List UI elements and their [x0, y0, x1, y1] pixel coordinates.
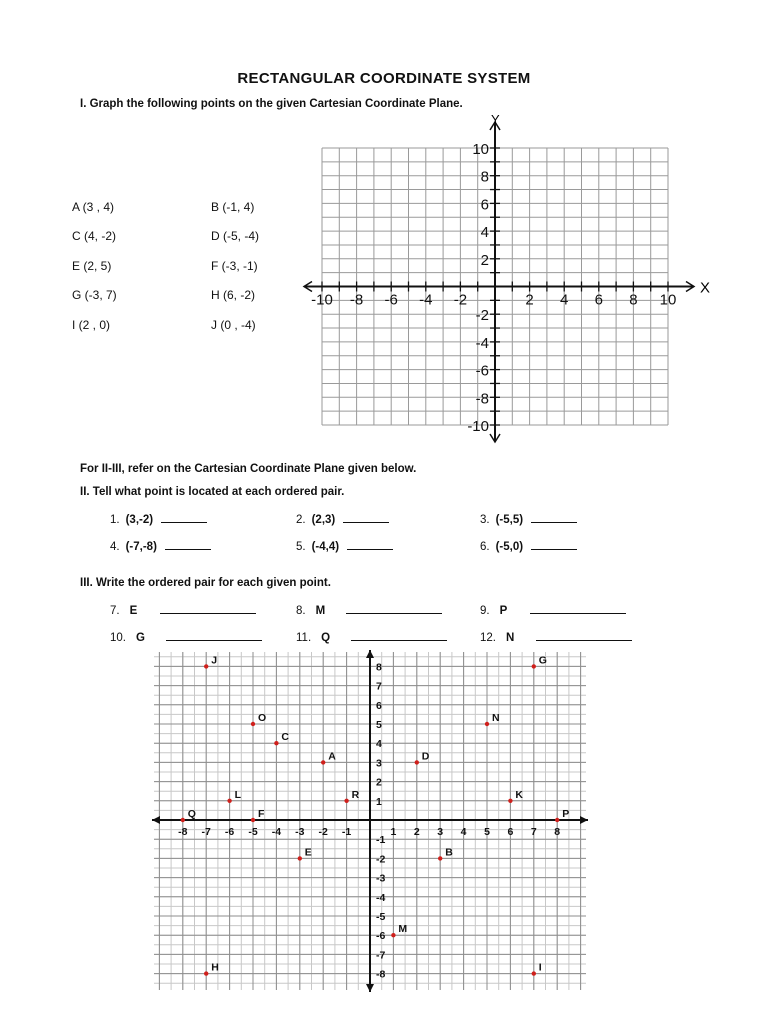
plot-point-f — [251, 818, 255, 822]
ordered-pair: (3,-2) — [125, 514, 154, 526]
answer-blank[interactable] — [343, 512, 389, 523]
plot-point-label: O — [258, 712, 267, 724]
labeled-coordinate-plane — [150, 650, 590, 994]
plot-point-label: B — [445, 846, 453, 859]
x-axis-arrow-right — [580, 816, 588, 824]
question-12 — [480, 630, 632, 644]
x-tick-label: -4 — [271, 826, 282, 838]
x-tick-label: 10 — [659, 291, 677, 309]
x-tick-label: 4 — [460, 826, 467, 838]
x-tick-label: -2 — [453, 291, 468, 309]
ordered-pair: (-7,-8) — [125, 541, 157, 553]
plot-point-label: A — [328, 750, 336, 763]
answer-blank[interactable] — [160, 603, 256, 614]
question-10 — [110, 630, 262, 644]
plot-point-o — [251, 722, 255, 726]
answer-blank[interactable] — [346, 603, 442, 614]
answer-blank[interactable] — [165, 539, 211, 550]
x-tick-label: -8 — [178, 826, 188, 838]
y-tick-label: -8 — [376, 968, 386, 981]
answer-blank[interactable] — [530, 603, 626, 614]
question-6 — [480, 539, 577, 553]
ordered-pair: (-4,4) — [311, 541, 340, 553]
x-tick-label: 3 — [437, 826, 444, 838]
point-E-text: E (2, 5) — [72, 259, 112, 273]
question-number: 4. — [110, 541, 120, 553]
plot-point-g — [532, 664, 536, 668]
x-tick-label: -1 — [341, 826, 352, 838]
plot-point-q — [181, 818, 185, 822]
y-tick-label: 4 — [480, 224, 489, 242]
y-tick-label: 5 — [376, 719, 382, 731]
plot-point-d — [415, 760, 419, 764]
ordered-pair: (2,3) — [311, 514, 336, 526]
x-tick-label: 8 — [554, 826, 561, 838]
point-B-text: B (-1, 4) — [211, 200, 255, 214]
question-number: 7. — [110, 605, 120, 617]
question-number: 1. — [110, 514, 120, 526]
y-tick-label: -2 — [376, 853, 386, 866]
answer-blank[interactable] — [351, 630, 447, 641]
plot-point-label: D — [421, 750, 430, 763]
y-tick-label: -5 — [376, 911, 386, 923]
point-G-text: G (-3, 7) — [72, 288, 117, 302]
x-tick-label: 6 — [507, 826, 514, 838]
question-number: 12. — [480, 632, 496, 644]
y-tick-label: 7 — [376, 680, 382, 693]
plot-point-label: J — [211, 654, 218, 667]
x-tick-label: -5 — [248, 826, 258, 838]
answer-blank[interactable] — [531, 539, 577, 550]
y-tick-label: -6 — [475, 362, 489, 380]
x-tick-label: 2 — [413, 826, 420, 838]
plot-point-label: F — [258, 808, 265, 820]
y-tick-label: -10 — [467, 418, 489, 435]
y-tick-label: -1 — [376, 834, 386, 847]
x-axis-arrow-left — [152, 816, 160, 824]
plot-point-a — [321, 760, 325, 764]
ordered-pair: (-5,0) — [495, 541, 524, 553]
x-tick-label: -6 — [224, 826, 235, 838]
plot-point-label: I — [538, 961, 542, 974]
question-11 — [296, 630, 447, 644]
ordered-pair: (-5,5) — [495, 514, 524, 526]
question-number: 10. — [110, 632, 126, 644]
point-label: N — [506, 632, 515, 644]
answer-blank[interactable] — [531, 512, 577, 523]
part3-instruction: III. Write the ordered pair for each given point. — [80, 577, 331, 589]
plot-point-h — [204, 971, 208, 975]
x-tick-label: -10 — [311, 291, 333, 309]
question-number: 6. — [480, 541, 490, 553]
answer-blank[interactable] — [166, 630, 262, 641]
y-tick-label: -8 — [475, 390, 489, 408]
question-5 — [296, 539, 393, 553]
point-label: Q — [321, 632, 331, 644]
y-tick-label: -6 — [376, 930, 386, 943]
x-tick-label: -3 — [295, 826, 305, 838]
x-tick-label: 5 — [484, 826, 490, 838]
point-J-text: J (0 , -4) — [211, 318, 256, 332]
part1-instruction: I. Graph the following points on the given Cartesian Coordinate Plane. — [80, 98, 463, 110]
x-tick-label: -4 — [419, 291, 433, 309]
question-1 — [110, 512, 207, 526]
y-tick-label: 1 — [376, 795, 382, 808]
question-number: 11. — [296, 632, 312, 644]
question-number: 8. — [296, 605, 306, 617]
x-tick-label: 8 — [629, 291, 638, 309]
x-tick-label: -6 — [384, 291, 398, 309]
y-axis-arrow-top — [366, 650, 374, 658]
x-tick-label: -7 — [201, 826, 211, 838]
x-tick-label: 7 — [530, 826, 537, 838]
plot-point-label: R — [351, 788, 360, 801]
question-3 — [480, 512, 577, 526]
x-tick-label: -8 — [349, 291, 364, 309]
plot-point-n — [485, 722, 489, 726]
point-label: E — [129, 605, 138, 617]
x-tick-label: 6 — [594, 291, 603, 309]
question-8 — [296, 603, 442, 617]
point-label: G — [136, 632, 145, 644]
y-tick-label: -2 — [475, 307, 489, 325]
plot-point-label: K — [515, 788, 523, 801]
plot-point-label: M — [398, 923, 408, 936]
point-label: M — [315, 605, 326, 617]
refer-note: For II-III, refer on the Cartesian Coordinate Plane given below. — [80, 463, 417, 475]
question-7 — [110, 603, 256, 617]
y-tick-label: 6 — [480, 196, 489, 214]
plot-point-k — [508, 799, 512, 803]
plot-point-label: C — [281, 731, 289, 744]
plot-point-label: Q — [187, 808, 196, 820]
plot-point-r — [344, 799, 348, 803]
x-tick-label: 2 — [525, 291, 534, 309]
y-tick-label: 2 — [376, 776, 382, 789]
x-tick-label: 4 — [560, 291, 569, 309]
plot-point-p — [555, 818, 559, 822]
x-tick-label: 1 — [390, 826, 397, 838]
plot-point-l — [227, 799, 231, 803]
y-tick-label: -7 — [376, 949, 386, 962]
plot-point-label: L — [234, 788, 242, 801]
point-label: P — [499, 605, 508, 617]
question-number: 2. — [296, 514, 306, 526]
y-tick-label: -3 — [376, 872, 386, 885]
question-9 — [480, 603, 626, 617]
point-H-text: H (6, -2) — [211, 288, 256, 302]
y-axis-label: Y — [491, 112, 500, 127]
plot-point-label: H — [211, 961, 219, 974]
y-tick-label: 4 — [376, 738, 382, 751]
page-title: RECTANGULAR COORDINATE SYSTEM — [237, 70, 531, 87]
part2-instruction: II. Tell what point is located at each ordered pair. — [80, 486, 345, 498]
answer-blank[interactable] — [161, 512, 207, 523]
y-tick-label: 8 — [480, 168, 489, 186]
plot-point-c — [274, 741, 278, 745]
plot-point-label: N — [492, 712, 500, 724]
plot-point-label: P — [562, 808, 570, 820]
x-tick-label: -2 — [318, 826, 328, 838]
y-tick-label: 8 — [376, 661, 382, 674]
question-number: 3. — [480, 514, 490, 526]
x-axis-label: X — [700, 279, 711, 297]
plot-point-m — [391, 933, 395, 937]
y-tick-label: -4 — [376, 891, 386, 904]
question-number: 5. — [296, 541, 306, 553]
blank-coordinate-plane — [296, 112, 726, 448]
y-tick-label: 3 — [376, 757, 382, 770]
point-C-text: C (4, -2) — [72, 229, 117, 243]
y-tick-label: 2 — [480, 251, 489, 269]
y-tick-label: -4 — [475, 334, 489, 352]
point-A-text: A (3 , 4) — [72, 200, 115, 214]
y-tick-label: 6 — [376, 699, 382, 712]
y-axis-arrow-bottom — [366, 984, 374, 992]
point-I-text: I (2 , 0) — [72, 318, 111, 332]
answer-blank[interactable] — [347, 539, 393, 550]
plot-point-e — [298, 856, 302, 860]
plot-point-j — [204, 664, 208, 668]
question-4 — [110, 539, 211, 553]
point-F-text: F (-3, -1) — [211, 259, 258, 273]
plot-point-i — [532, 971, 536, 975]
point-D-text: D (-5, -4) — [211, 229, 259, 243]
question-2 — [296, 512, 389, 526]
plot-point-label: E — [304, 846, 312, 859]
y-tick-label: 10 — [472, 141, 489, 158]
answer-blank[interactable] — [536, 630, 632, 641]
question-number: 9. — [480, 605, 490, 617]
plot-point-b — [438, 856, 442, 860]
plot-point-label: G — [538, 654, 547, 667]
